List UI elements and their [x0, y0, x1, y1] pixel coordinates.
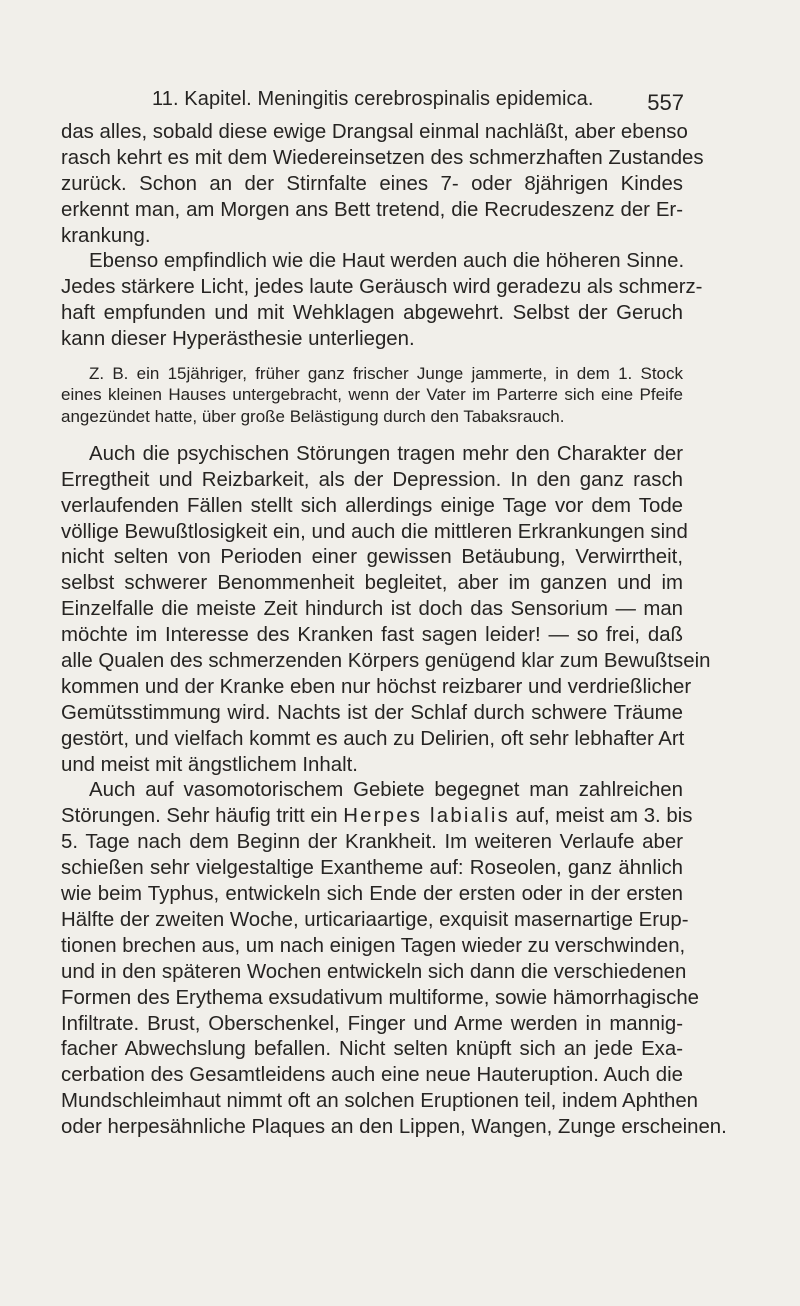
text-line: völlige Bewußtlosigkeit ein, und auch die mittleren Erkrankungen sind: [61, 520, 688, 543]
text-line: cerbation des Gesamtleidens auch eine neue Hauteruption. Auch die: [61, 1064, 683, 1087]
text-line: kommen und der Kranke eben nur höchst reizbarer und verdrießlicher: [61, 675, 692, 698]
text-line: möchte im Interesse des Kranken fast sagen leider! — so frei, daß: [61, 624, 683, 647]
body-text: [61, 120, 727, 1141]
text-line: tionen brechen aus, um nach einigen Tagen wieder zu verschwinden,: [61, 934, 686, 957]
text-line: schießen sehr vielgestaltige Exantheme auf: Roseolen, ganz ähnlich: [61, 857, 683, 880]
paragraph-psychic-disorders: [61, 442, 711, 779]
text-line: Formen des Erythema exsudativum multiforme, sowie hämorrhagische: [61, 986, 700, 1009]
text-line: oder herpesähnliche Plaques an den Lippen, Wangen, Zunge erscheinen.: [61, 1116, 727, 1139]
text-line: Auch auf vasomotorischem Gebiete begegnet man zahlreichen: [89, 779, 683, 802]
text-line: erkennt man, am Morgen ans Bett tretend, die Recrudeszenz der Er-: [61, 198, 683, 221]
running-head: [152, 84, 684, 116]
text-line: facher Abwechslung befallen. Nicht selten knüpft sich an jede Exa-: [61, 1038, 683, 1061]
text-line: verlaufenden Fällen stellt sich allerdings einige Tage vor dem Tode: [61, 494, 683, 517]
text-line: angezündet hatte, über große Belästigung durch den Tabaksrauch.: [61, 406, 565, 426]
text-line: 5. Tage nach dem Beginn der Krankheit. Im weiteren Verlaufe aber: [61, 831, 683, 854]
paragraph-senses: [61, 249, 703, 353]
text-line: Auch die psychischen Störungen tragen mehr den Charakter der: [89, 442, 683, 465]
text-line: und in den späteren Wochen entwickeln sich dann die verschiedenen: [61, 960, 687, 983]
case-note: [61, 363, 683, 427]
paragraph-continuation: [61, 120, 704, 249]
running-head-title: 11. Kapitel. Meningitis cerebrospinalis epidemica.: [152, 88, 594, 110]
text-line: zurück. Schon an der Stirnfalte eines 7- oder 8jährigen Kindes: [61, 172, 683, 195]
text-line: Ebenso empfindlich wie die Haut werden auch die höheren Sinne.: [89, 250, 685, 273]
text-line: krankung.: [61, 224, 151, 247]
spacer: [61, 353, 683, 363]
text-line: nicht selten von Perioden einer gewissen Betäubung, Verwirrtheit,: [61, 546, 683, 569]
text-line: Gemütsstimmung wird. Nachts ist der Schlaf durch schwere Träume: [61, 701, 683, 724]
text-line: kann dieser Hyperästhesie unterliegen.: [61, 328, 415, 351]
spacer: [61, 427, 683, 442]
text-line: das alles, sobald diese ewige Drangsal einmal nachläßt, aber ebenso: [61, 121, 688, 143]
text-line: Z. B. ein 15jähriger, früher ganz frischer Junge jammerte, in dem 1. Stock: [89, 364, 683, 384]
text-line: Mundschleimhaut nimmt oft an solchen Eruptionen teil, indem Aphthen: [61, 1090, 699, 1113]
text-line: Einzelfalle die meiste Zeit hindurch ist doch das Sensorium — man: [61, 598, 683, 621]
text-line: rasch kehrt es mit dem Wiedereinsetzen des schmerzhaften Zustandes: [61, 146, 704, 169]
text-line: und meist mit ängstlichem Inhalt.: [61, 753, 358, 776]
paragraph-vasomotor: [61, 778, 727, 1140]
text-line: eines kleinen Hauses untergebracht, wenn der Vater im Parterre sich eine Pfeife: [61, 385, 683, 405]
emphasized-term: Herpes labialis: [343, 805, 510, 828]
text-line: wie beim Typhus, entwickeln sich Ende der ersten oder in der ersten: [61, 883, 683, 906]
text-line: Jedes stärkere Licht, jedes laute Geräusch wird geradezu als schmerz-: [61, 276, 703, 299]
text-line: Infiltrate. Brust, Oberschenkel, Finger und Arme werden in mannig-: [61, 1012, 683, 1035]
text-fragment: Störungen. Sehr häufig tritt ein: [61, 805, 344, 828]
text-line: alle Qualen des schmerzenden Körpers genügend klar zum Bewußtsein: [61, 650, 711, 673]
text-line: gestört, und vielfach kommt es auch zu Delirien, oft sehr lebhafter Art: [61, 727, 685, 750]
text-line: [61, 804, 693, 830]
text-line: Hälfte der zweiten Woche, urticariaartige, exquisit masernartige Erup-: [61, 908, 689, 931]
text-line: Erregtheit und Reizbarkeit, als der Depression. In den ganz rasch: [61, 468, 683, 491]
page-number: 557: [647, 90, 684, 115]
text-fragment: auf, meist am 3. bis: [509, 805, 693, 828]
text-line: selbst schwerer Benommenheit begleitet, aber im ganzen und im: [61, 572, 683, 595]
text-line: haft empfunden und mit Wehklagen abgewehrt. Selbst der Geruch: [61, 302, 683, 325]
